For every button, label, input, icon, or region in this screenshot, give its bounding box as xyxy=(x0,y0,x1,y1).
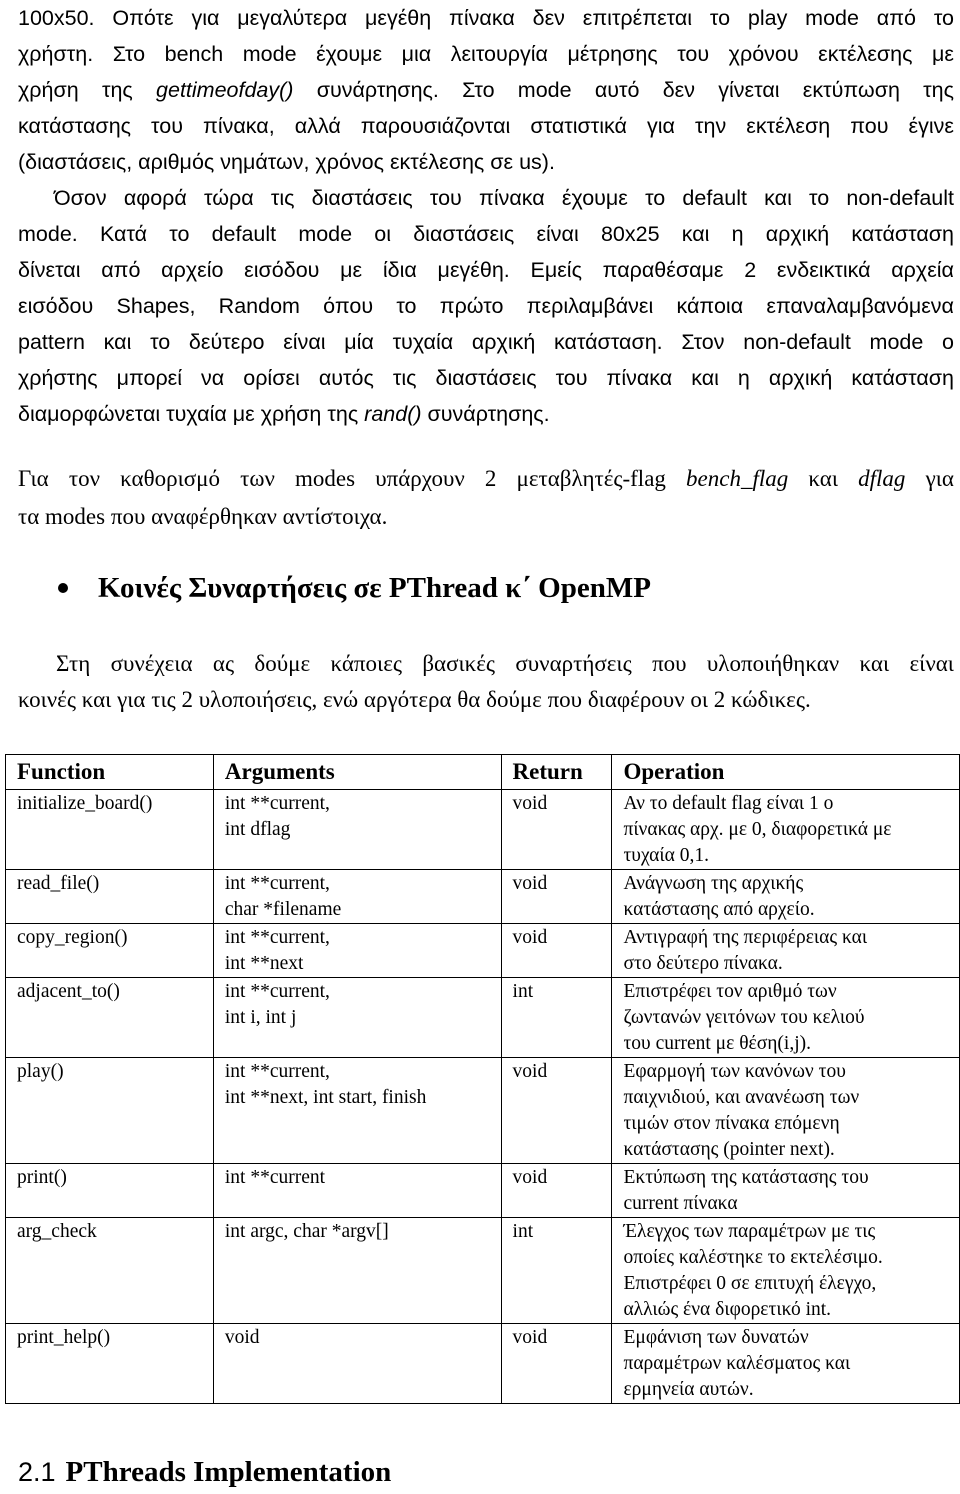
cell-return-text: void xyxy=(512,1061,548,1082)
paragraph-line: δίνεται από αρχείο εισόδου με ίδια μεγέθη. Εμείς παραθέσαμε 2 ενδεικτικά αρχεία xyxy=(18,258,954,282)
cell-function-text: play() xyxy=(17,1061,64,1082)
paragraph-modes-description xyxy=(18,0,954,432)
cell-operation xyxy=(612,1218,960,1324)
cell-return-text: void xyxy=(512,1167,548,1188)
paragraph-line: διαμορφώνεται τυχαία με χρήση της rand() συνάρτησης. xyxy=(18,402,550,426)
cell-operation xyxy=(612,1164,960,1218)
cell-function-text: read_file() xyxy=(17,873,100,894)
cell-function xyxy=(6,978,214,1058)
cell-return xyxy=(501,790,612,870)
cell-arguments xyxy=(213,924,501,978)
cell-function xyxy=(6,1324,214,1404)
table-row xyxy=(6,1218,960,1324)
cell-operation xyxy=(612,978,960,1058)
cell-function xyxy=(6,1058,214,1164)
cell-arguments xyxy=(213,870,501,924)
header-operation: Operation xyxy=(612,755,960,790)
cell-return xyxy=(501,1324,612,1404)
cell-arguments-text: int **current, char *filename xyxy=(224,873,342,920)
cell-operation-text: Έλεγχος των παραμέτρων με τις οποίες καλέστηκε το εκτελέσιμο. Επιστρέφει 0 σε επιτυχή έλεγχο, αλλιώς ένα διφορετικό int. xyxy=(623,1221,883,1320)
cell-operation-text: Εφαρμογή των κανόνων του παιχνιδιού, και ανανέωση των τιμών στον πίνακα επόμενη κατάστασης (pointer next). xyxy=(623,1061,860,1160)
paragraph-line: χρήστη. Στο bench mode έχουμε μια λειτουργία μέτρησης του χρόνου εκτέλεσης με xyxy=(18,42,954,66)
paragraph-line: Για τον καθορισμό των modes υπάρχουν 2 μεταβλητές-flag bench_flag και dflag για xyxy=(18,466,954,491)
cell-function-text: copy_region() xyxy=(17,927,128,948)
paragraph-line: pattern και το δεύτερο είναι μία τυχαία αρχική κατάσταση. Στον non-default mode ο xyxy=(18,330,954,354)
cell-arguments-text: void xyxy=(224,1327,260,1348)
paragraph-flags xyxy=(18,460,954,536)
cell-arguments xyxy=(213,1218,501,1324)
cell-function-text: print() xyxy=(17,1167,67,1188)
table-row xyxy=(6,790,960,870)
paragraph-line: εισόδου Shapes, Random όπου το πρώτο περιλαμβάνει κάποια επαναλαμβανόμενα xyxy=(18,294,954,318)
paragraph-line: (διαστάσεις, αριθμός νημάτων, χρόνος εκτέλεσης σε us). xyxy=(18,150,555,174)
paragraph-line: τα modes που αναφέρθηκαν αντίστοιχα. xyxy=(18,504,388,529)
paragraph-line: 100x50. Οπότε για μεγαλύτερα μεγέθη πίνακα δεν επιτρέπεται το play mode από το xyxy=(18,6,954,30)
cell-operation xyxy=(612,924,960,978)
paragraph-line: χρήστης μπορεί να ορίσει αυτός τις διαστάσεις του πίνακα και η αρχική κατάσταση xyxy=(18,366,954,390)
table-row xyxy=(6,978,960,1058)
cell-arguments-text: int argc, char *argv[] xyxy=(224,1221,389,1242)
bullet-icon xyxy=(58,583,68,593)
header-return: Return xyxy=(501,755,612,790)
cell-return-text: void xyxy=(512,927,548,948)
paragraph-line: Όσον αφορά τώρα τις διαστάσεις του πίνακα έχουμε το default και το non-default xyxy=(54,186,954,210)
cell-operation-text: Εκτύπωση της κατάστασης του current πίνακα xyxy=(623,1167,869,1214)
section-heading xyxy=(18,1450,391,1494)
functions-table xyxy=(5,754,960,1404)
cell-arguments xyxy=(213,790,501,870)
cell-function xyxy=(6,870,214,924)
cell-return xyxy=(501,1218,612,1324)
section-number: 2.1 xyxy=(18,1457,56,1487)
cell-operation-text: Αν το default flag είναι 1 ο πίνακας αρχ. με 0, διαφορετικά με τυχαία 0,1. xyxy=(623,793,892,866)
table-row xyxy=(6,870,960,924)
cell-function-text: adjacent_to() xyxy=(17,981,120,1002)
bullet-heading xyxy=(58,566,651,610)
cell-function xyxy=(6,790,214,870)
cell-operation-text: Επιστρέφει τον αριθμό των ζωντανών γειτόνων του κελιού του current με θέση(i,j). xyxy=(623,981,865,1054)
table-row xyxy=(6,1324,960,1404)
cell-return xyxy=(501,1164,612,1218)
cell-arguments xyxy=(213,1058,501,1164)
cell-return-text: int xyxy=(512,1221,534,1242)
table-header-row xyxy=(6,755,960,790)
cell-return-text: void xyxy=(512,793,548,814)
cell-arguments-text: int **current, int **next xyxy=(224,927,330,974)
paragraph-line: χρήση της gettimeofday() συνάρτησης. Στο mode αυτό δεν γίνεται εκτύπωση της xyxy=(18,78,954,102)
cell-operation xyxy=(612,790,960,870)
section-title: PThreads Implementation xyxy=(65,1456,392,1488)
header-arguments: Arguments xyxy=(213,755,501,790)
cell-operation xyxy=(612,1058,960,1164)
cell-return xyxy=(501,924,612,978)
cell-arguments-text: int **current, int **next, int start, finish xyxy=(224,1061,427,1108)
bullet-heading-text: Κοινές Συναρτήσεις σε PThread κ΄ OpenMP xyxy=(98,572,651,604)
cell-operation-text: Αντιγραφή της περιφέρειας και στο δεύτερο πίνακα. xyxy=(623,927,868,974)
cell-arguments-text: int **current xyxy=(224,1167,326,1188)
cell-function xyxy=(6,1164,214,1218)
cell-operation xyxy=(612,870,960,924)
paragraph-line: κοινές και για τις 2 υλοποιήσεις, ενώ αργότερα θα δούμε που διαφέρουν οι 2 κώδικες. xyxy=(18,687,811,712)
paragraph-line: Στη συνέχεια ας δούμε κάποιες βασικές συναρτήσεις που υλοποιήθηκαν και είναι xyxy=(56,651,954,676)
cell-arguments xyxy=(213,978,501,1058)
cell-arguments xyxy=(213,1324,501,1404)
cell-operation-text: Ανάγνωση της αρχικής κατάστασης από αρχείο. xyxy=(623,873,815,920)
cell-return xyxy=(501,978,612,1058)
cell-return-text: void xyxy=(512,1327,548,1348)
cell-return xyxy=(501,1058,612,1164)
cell-return-text: void xyxy=(512,873,548,894)
cell-arguments-text: int **current, int dflag xyxy=(224,793,330,840)
cell-return xyxy=(501,870,612,924)
cell-return-text: int xyxy=(512,981,534,1002)
cell-function xyxy=(6,924,214,978)
header-function: Function xyxy=(6,755,214,790)
table-row xyxy=(6,1058,960,1164)
table-row xyxy=(6,1164,960,1218)
cell-operation xyxy=(612,1324,960,1404)
paragraph-common-functions xyxy=(18,646,954,718)
paragraph-line: κατάστασης του πίνακα, αλλά παρουσιάζονται στατιστικά για την εκτέλεση που έγινε xyxy=(18,114,954,138)
cell-function-text: arg_check xyxy=(17,1221,97,1242)
table-row xyxy=(6,924,960,978)
cell-arguments xyxy=(213,1164,501,1218)
cell-function-text: print_help() xyxy=(17,1327,111,1348)
paragraph-line: mode. Κατά το default mode οι διαστάσεις είναι 80x25 και η αρχική κατάσταση xyxy=(18,222,954,246)
cell-operation-text: Εμφάνιση των δυνατών παραμέτρων καλέσματος και ερμηνεία αυτών. xyxy=(623,1327,851,1400)
cell-arguments-text: int **current, int i, int j xyxy=(224,981,330,1028)
cell-function xyxy=(6,1218,214,1324)
cell-function-text: initialize_board() xyxy=(17,793,153,814)
